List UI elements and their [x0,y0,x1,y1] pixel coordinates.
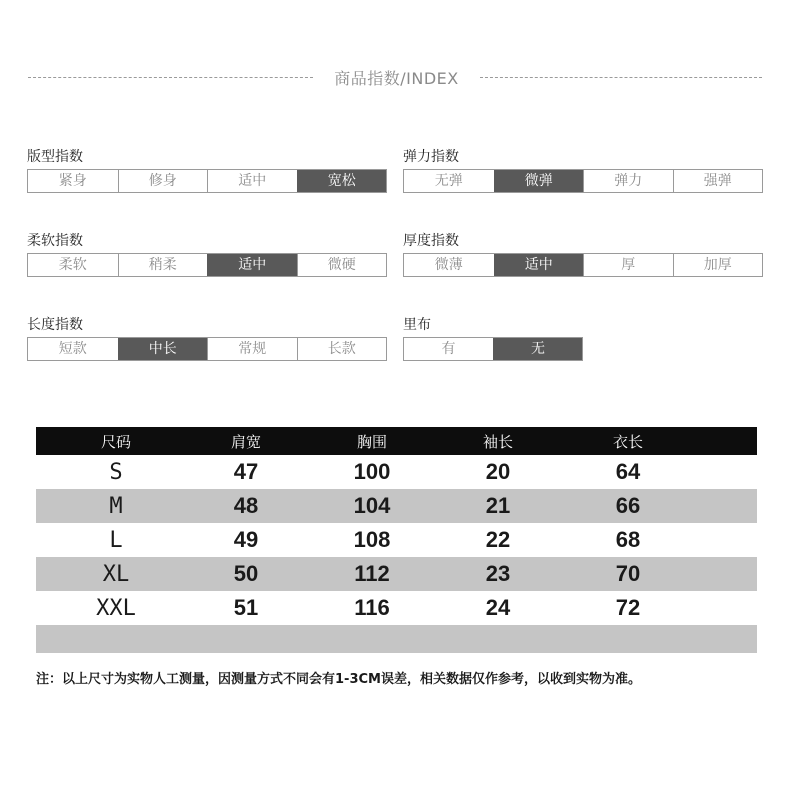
index-scale [27,169,387,193]
table-row [36,489,757,523]
length-cell: 68 [615,527,641,552]
index-option-selected: 微弹 [494,170,584,192]
chest-cell: 116 [354,595,390,620]
table-row [36,455,757,489]
size-table-header [36,427,757,455]
index-option-selected: 适中 [207,254,297,276]
index-label: 柔软指数 [27,233,83,249]
section-title: 商品指数/INDEX [334,69,459,88]
index-option: 弹力 [583,170,673,192]
size-cell: M [109,493,123,519]
table-row [36,523,757,557]
index-option-selected: 无 [493,338,582,360]
index-option: 常规 [207,338,297,360]
index-label: 弹力指数 [403,149,459,165]
index-lining [403,314,765,358]
shoulder-cell: 49 [233,527,259,552]
header-chest: 胸围 [356,432,387,451]
index-option: 短款 [58,341,87,357]
chest-cell: 112 [354,561,390,586]
chest-cell: 100 [353,459,391,484]
sleeve-cell: 24 [485,595,511,620]
index-scale [27,337,387,361]
sleeve-cell: 22 [485,527,511,552]
chest-cell: 104 [353,493,391,518]
size-table [36,427,757,653]
index-option: 修身 [118,170,208,192]
index-label: 厚度指数 [403,233,459,249]
index-option: 柔软 [58,257,87,273]
index-scale [403,337,583,361]
sleeve-cell: 20 [485,459,511,484]
index-option: 加厚 [673,254,763,276]
index-option-selected: 宽松 [297,170,387,192]
index-option: 微薄 [434,257,463,273]
length-cell: 64 [615,459,641,484]
chest-cell: 108 [353,527,391,552]
size-cell: S [109,459,123,485]
index-option: 紧身 [58,173,87,189]
size-cell: L [109,527,123,553]
header-length: 衣长 [612,432,643,451]
length-cell: 70 [615,561,641,586]
index-fit [27,146,389,190]
index-scale [403,253,763,277]
index-option: 微硬 [297,254,387,276]
table-row [36,557,757,591]
index-option-selected: 适中 [494,254,584,276]
table-row [36,591,757,625]
index-label: 版型指数 [27,149,83,165]
index-softness [27,230,389,274]
index-label: 长度指数 [27,317,83,333]
shoulder-cell: 47 [233,459,259,484]
sleeve-cell: 23 [485,561,511,586]
length-cell: 66 [615,493,641,518]
index-option: 厚 [583,254,673,276]
index-scale [27,253,387,277]
index-option-selected: 中长 [118,338,208,360]
index-scale [403,169,763,193]
size-cell: XL [102,561,130,587]
index-option: 无弹 [434,173,463,189]
shoulder-cell: 48 [233,493,259,518]
sleeve-cell: 21 [485,493,511,518]
shoulder-cell: 51 [233,595,259,620]
index-option: 长款 [297,338,387,360]
header-shoulder: 肩宽 [230,432,261,451]
index-length [27,314,389,358]
shoulder-cell: 50 [233,561,259,586]
size-cell: XXL [96,595,136,621]
table-footer-stripe [36,625,757,653]
index-option: 稍柔 [118,254,208,276]
index-option: 强弹 [673,170,763,192]
index-option: 有 [441,341,456,357]
index-label: 里布 [403,317,431,333]
length-cell: 72 [615,595,641,620]
index-elasticity [403,146,765,190]
measurement-note: 注：以上尺寸为实物人工测量，因测量方式不同会有1-3CM误差，相关数据仅作参考，以收到实物为准。 [36,672,641,687]
header-divider-right [480,77,762,78]
header-size: 尺码 [100,432,131,451]
index-option: 适中 [207,170,297,192]
section-header [0,64,790,90]
header-sleeve: 袖长 [482,432,513,451]
index-thickness [403,230,765,274]
header-divider-left [28,77,313,78]
